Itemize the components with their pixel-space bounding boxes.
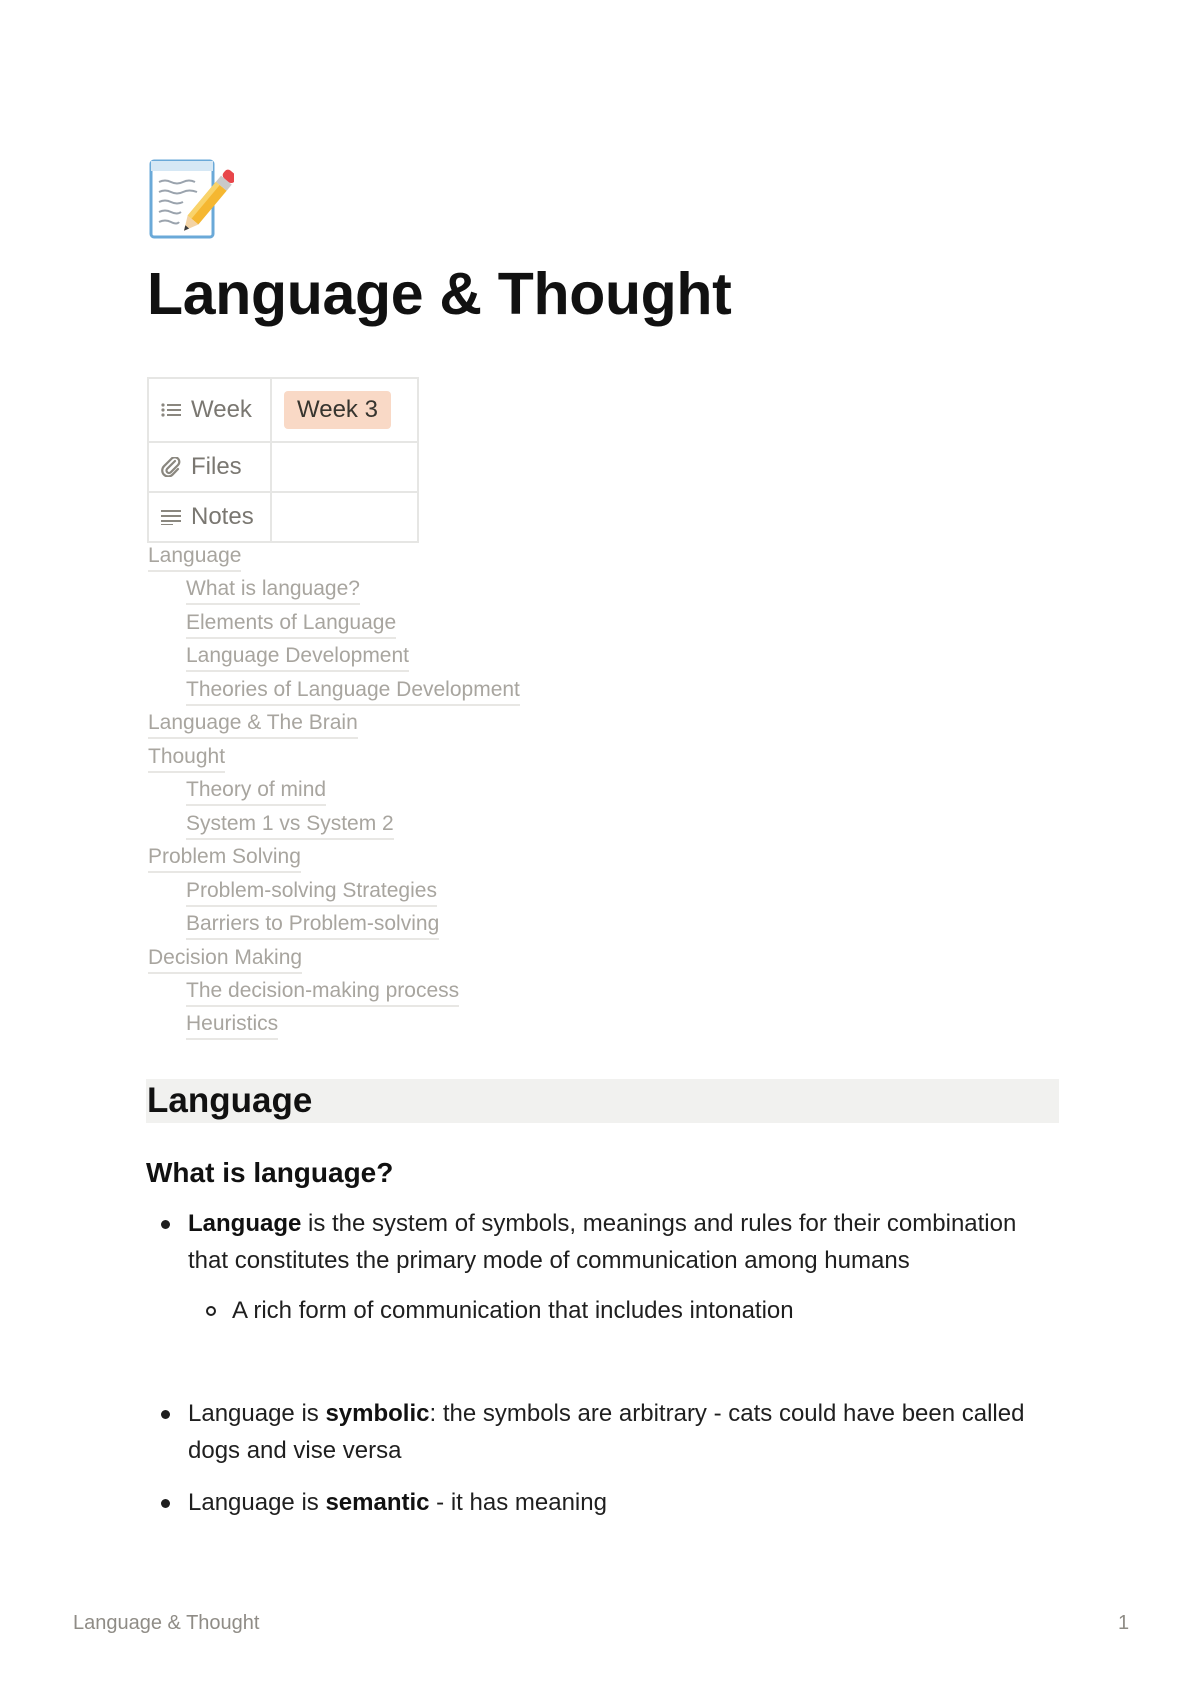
toc-item-elements-of-language[interactable]: Elements of Language bbox=[186, 611, 396, 639]
bullet-ring bbox=[206, 1306, 216, 1316]
property-value-files[interactable] bbox=[271, 442, 418, 492]
toc-item-theories-of-language-development[interactable]: Theories of Language Development bbox=[186, 678, 520, 706]
property-name-files[interactable] bbox=[149, 443, 270, 491]
toc-item-language-development[interactable]: Language Development bbox=[186, 644, 409, 672]
toc-item-decision-making-process[interactable]: The decision-making process bbox=[186, 979, 459, 1007]
toc-item-heuristics[interactable]: Heuristics bbox=[186, 1012, 278, 1040]
property-value-notes[interactable] bbox=[271, 492, 418, 542]
bullet-dot bbox=[161, 1499, 170, 1508]
property-row-files bbox=[148, 442, 418, 492]
property-label: Notes bbox=[191, 503, 254, 530]
property-label: Week bbox=[191, 396, 252, 423]
toc-item-barriers-to-problem-solving[interactable]: Barriers to Problem-solving bbox=[186, 912, 439, 940]
page-title: Language & Thought bbox=[147, 261, 732, 327]
bold-term: symbolic bbox=[325, 1400, 430, 1427]
list-item-text bbox=[188, 1205, 1058, 1279]
list-item-text bbox=[188, 1395, 1058, 1469]
list-item-line: dogs and vise versa bbox=[188, 1437, 402, 1464]
list-item-prefix: Language is bbox=[188, 1400, 326, 1427]
text-lines-icon bbox=[161, 509, 181, 525]
list-icon bbox=[161, 402, 181, 418]
properties-table bbox=[147, 377, 419, 543]
list-item-line: : the symbols are arbitrary - cats could have been called bbox=[429, 1400, 1025, 1427]
week-tag[interactable]: Week 3 bbox=[284, 391, 391, 429]
list-item-line: is the system of symbols, meanings and rules for their combination bbox=[301, 1210, 1017, 1237]
toc-item-thought[interactable]: Thought bbox=[148, 745, 225, 773]
property-row-notes bbox=[148, 492, 418, 542]
property-name-week[interactable] bbox=[149, 379, 270, 441]
toc-item-system-1-vs-system-2[interactable]: System 1 vs System 2 bbox=[186, 812, 394, 840]
memo-pencil-icon bbox=[148, 158, 234, 244]
toc-item-problem-solving-strategies[interactable]: Problem-solving Strategies bbox=[186, 879, 437, 907]
property-label: Files bbox=[191, 453, 242, 480]
list-item-line: that constitutes the primary mode of communication among humans bbox=[188, 1247, 910, 1274]
list-item-line: - it has meaning bbox=[429, 1489, 607, 1516]
toc-item-what-is-language[interactable]: What is language? bbox=[186, 577, 360, 605]
toc-item-theory-of-mind[interactable]: Theory of mind bbox=[186, 778, 326, 806]
toc-item-decision-making[interactable]: Decision Making bbox=[148, 946, 302, 974]
paperclip-icon bbox=[161, 457, 181, 477]
section-heading-language: Language bbox=[147, 1081, 313, 1120]
sub-list-item-text: A rich form of communication that includes intonation bbox=[232, 1297, 794, 1324]
bold-term: semantic bbox=[325, 1489, 430, 1516]
list-item-prefix: Language is bbox=[188, 1489, 326, 1516]
toc-item-problem-solving[interactable]: Problem Solving bbox=[148, 845, 301, 873]
page-number: 1 bbox=[1118, 1612, 1130, 1634]
property-value-week[interactable] bbox=[271, 378, 418, 442]
footer-title: Language & Thought bbox=[73, 1612, 260, 1634]
bullet-dot bbox=[161, 1220, 170, 1229]
list-item-text bbox=[188, 1484, 1058, 1521]
subheading-what-is-language: What is language? bbox=[146, 1157, 394, 1188]
toc-item-language-and-the-brain[interactable]: Language & The Brain bbox=[148, 711, 358, 739]
property-name-notes[interactable] bbox=[149, 493, 270, 541]
property-row-week bbox=[148, 378, 418, 442]
bold-term: Language bbox=[188, 1210, 302, 1237]
toc-item-language[interactable]: Language bbox=[148, 544, 241, 572]
bullet-dot bbox=[161, 1410, 170, 1419]
